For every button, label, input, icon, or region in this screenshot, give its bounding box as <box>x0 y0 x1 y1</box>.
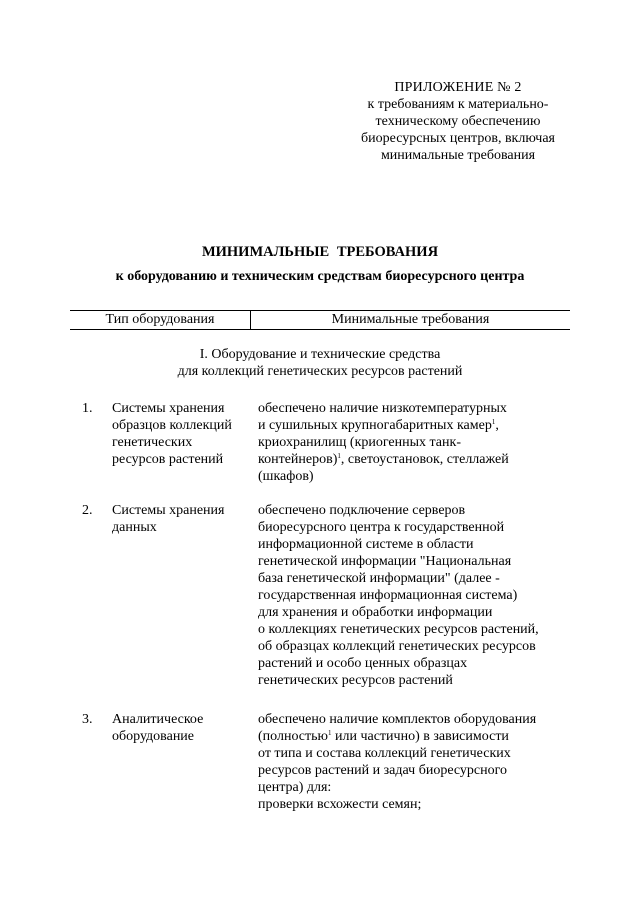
row-number: 2. <box>82 503 93 518</box>
req-line: центра) для: <box>258 780 332 795</box>
footnote-mark: 1 <box>327 729 332 737</box>
type-line: образцов коллекций <box>112 418 232 433</box>
req-line: генетической информации "Национальная <box>258 554 512 569</box>
req-line: ресурсов растений и задач биоресурсного <box>258 763 508 778</box>
section-heading-line: для коллекций генетических ресурсов растений <box>177 364 463 379</box>
req-line: проверки всхожести семян; <box>258 797 422 812</box>
type-line: оборудование <box>112 729 195 744</box>
req-line: биоресурсного центра к государственной <box>258 520 505 535</box>
document-subtitle: к оборудованию и техническим средствам биоресурсного центра <box>115 269 525 284</box>
req-text: контейнеров) <box>258 452 338 467</box>
req-line: о коллекциях генетических ресурсов растений, <box>258 622 539 637</box>
req-line: обеспечено подключение серверов <box>258 503 466 518</box>
requirements-text <box>258 711 570 813</box>
appendix-line: минимальные требования <box>380 148 536 163</box>
type-line: ресурсов растений <box>112 452 224 467</box>
req-line: база генетической информации" (далее - <box>258 571 500 586</box>
req-line <box>258 728 570 745</box>
table-header <box>70 310 570 330</box>
appendix-block <box>348 79 568 164</box>
equipment-type <box>112 400 257 468</box>
footnote-mark: 1 <box>491 418 496 426</box>
req-text: или частично) в зависимости <box>331 729 509 744</box>
req-line: для хранения и обработки информации <box>258 605 493 620</box>
req-line <box>258 417 570 434</box>
appendix-line: к требованиям к материально- <box>367 97 549 112</box>
req-text: и сушильных крупногабаритных камер <box>258 418 492 433</box>
req-line: от типа и состава коллекций генетических <box>258 746 511 761</box>
req-line: генетических ресурсов растений <box>258 673 453 688</box>
req-line: обеспечено наличие комплектов оборудования <box>258 712 537 727</box>
req-text: , <box>495 418 499 433</box>
column-header-type: Тип оборудования <box>70 311 251 329</box>
requirements-text <box>258 502 570 689</box>
section-heading <box>70 346 570 380</box>
row-number: 1. <box>82 401 93 416</box>
section-heading-line: I. Оборудование и технические средства <box>199 347 441 362</box>
footnote-mark: 1 <box>337 452 341 460</box>
appendix-line: техническому обеспечению <box>375 114 541 129</box>
req-line: об образцах коллекций генетических ресурсов <box>258 639 536 654</box>
appendix-heading: ПРИЛОЖЕНИЕ № 2 <box>394 80 522 95</box>
row-number: 3. <box>82 712 93 727</box>
type-line: генетических <box>112 435 193 450</box>
equipment-type <box>112 502 257 536</box>
req-line: растений и особо ценных образцах <box>258 656 468 671</box>
req-line: государственная информационная система) <box>258 588 518 603</box>
req-line: (шкафов) <box>258 469 314 484</box>
document-title: МИНИМАЛЬНЫЕ ТРЕБОВАНИЯ <box>201 244 439 260</box>
req-line: обеспечено наличие низкотемпературных <box>258 401 507 416</box>
type-line: Системы хранения <box>112 503 225 518</box>
column-header-requirements: Минимальные требования <box>331 312 490 327</box>
appendix-line: биоресурсных центров, включая <box>361 131 555 146</box>
req-text: , светоустановок, стеллажей <box>340 452 509 467</box>
type-line: данных <box>112 520 157 535</box>
equipment-type <box>112 711 257 745</box>
req-line <box>258 451 570 468</box>
type-line: Системы хранения <box>112 401 225 416</box>
requirements-text <box>258 400 570 485</box>
req-text: (полностью <box>258 729 328 744</box>
req-line: криохранилищ (криогенных танк- <box>258 435 461 450</box>
req-line: информационной системе в области <box>258 537 474 552</box>
type-line: Аналитическое <box>112 712 204 727</box>
